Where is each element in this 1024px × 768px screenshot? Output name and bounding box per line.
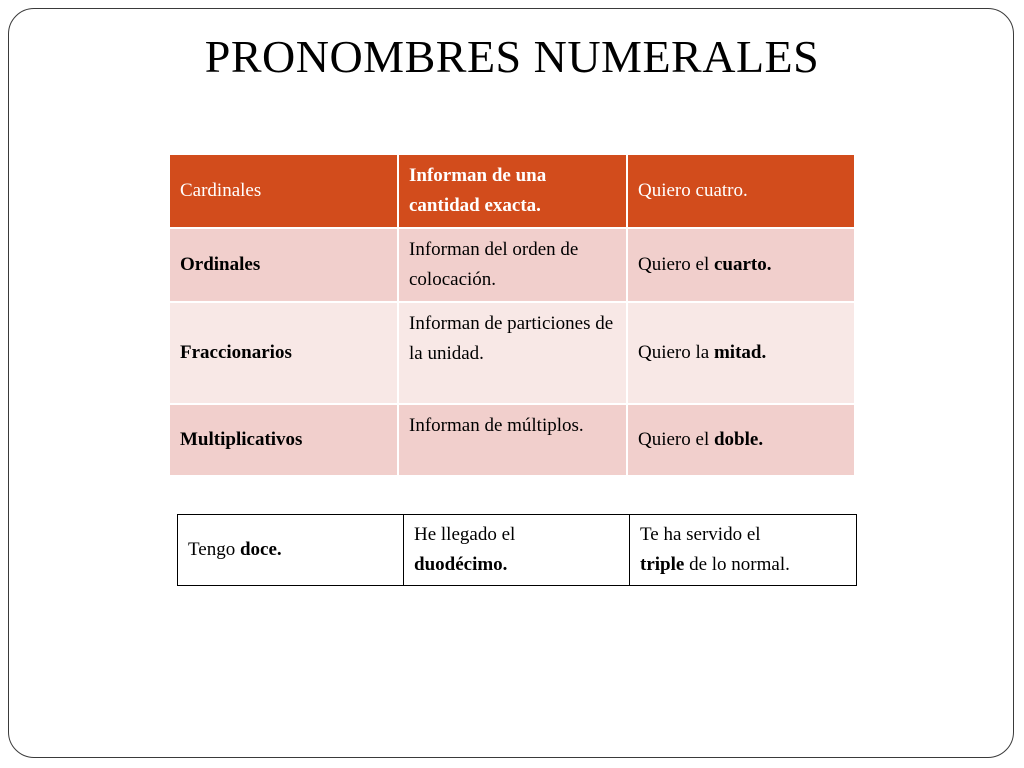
cell-type: Ordinales [170,229,399,303]
cell-description: Informan de una cantidad exacta. [399,155,628,229]
example-text: Quiero el [638,429,714,450]
example-text: Quiero la [638,342,714,363]
cell-type: Multiplicativos [170,405,399,477]
slide-title: PRONOMBRES NUMERALES [204,31,820,82]
example-text: Te ha servido el [640,524,761,545]
cell-example [628,229,854,303]
examples-table [177,514,857,586]
example-cell-triple [630,515,857,586]
example-cell-doce [178,515,404,586]
example-text: He llegado el [414,524,516,545]
cell-description: Informan de particiones de la unidad. [399,303,628,405]
example-keyword: duodécimo. [414,554,508,575]
cell-example [628,303,854,405]
table-row-fraccionarios [170,303,854,405]
example-keyword: triple [640,554,685,575]
numerals-table [170,155,854,477]
table-row-multiplicativos [170,405,854,477]
cell-example [628,155,854,229]
example-text: Quiero el [638,254,714,275]
cell-example [628,405,854,477]
example-cell-duodecimo [404,515,630,586]
example-keyword: mitad. [713,342,767,363]
example-keyword: cuarto. [713,254,772,275]
example-text: Tengo [188,539,240,560]
cell-type: Fraccionarios [170,303,399,405]
cell-description: Informan del orden de colocación. [399,229,628,303]
example-keyword: doble. [713,429,764,450]
table-row-ordinales [170,229,854,303]
examples-row [178,515,857,586]
cell-description: Informan de múltiplos. [399,405,628,477]
example-suffix: de lo normal. [684,554,790,575]
example-keyword: doce. [239,539,282,560]
table-row-cardinales [170,155,854,229]
cell-type: Cardinales [170,155,399,229]
example-text: Quiero cuatro. [638,180,748,201]
